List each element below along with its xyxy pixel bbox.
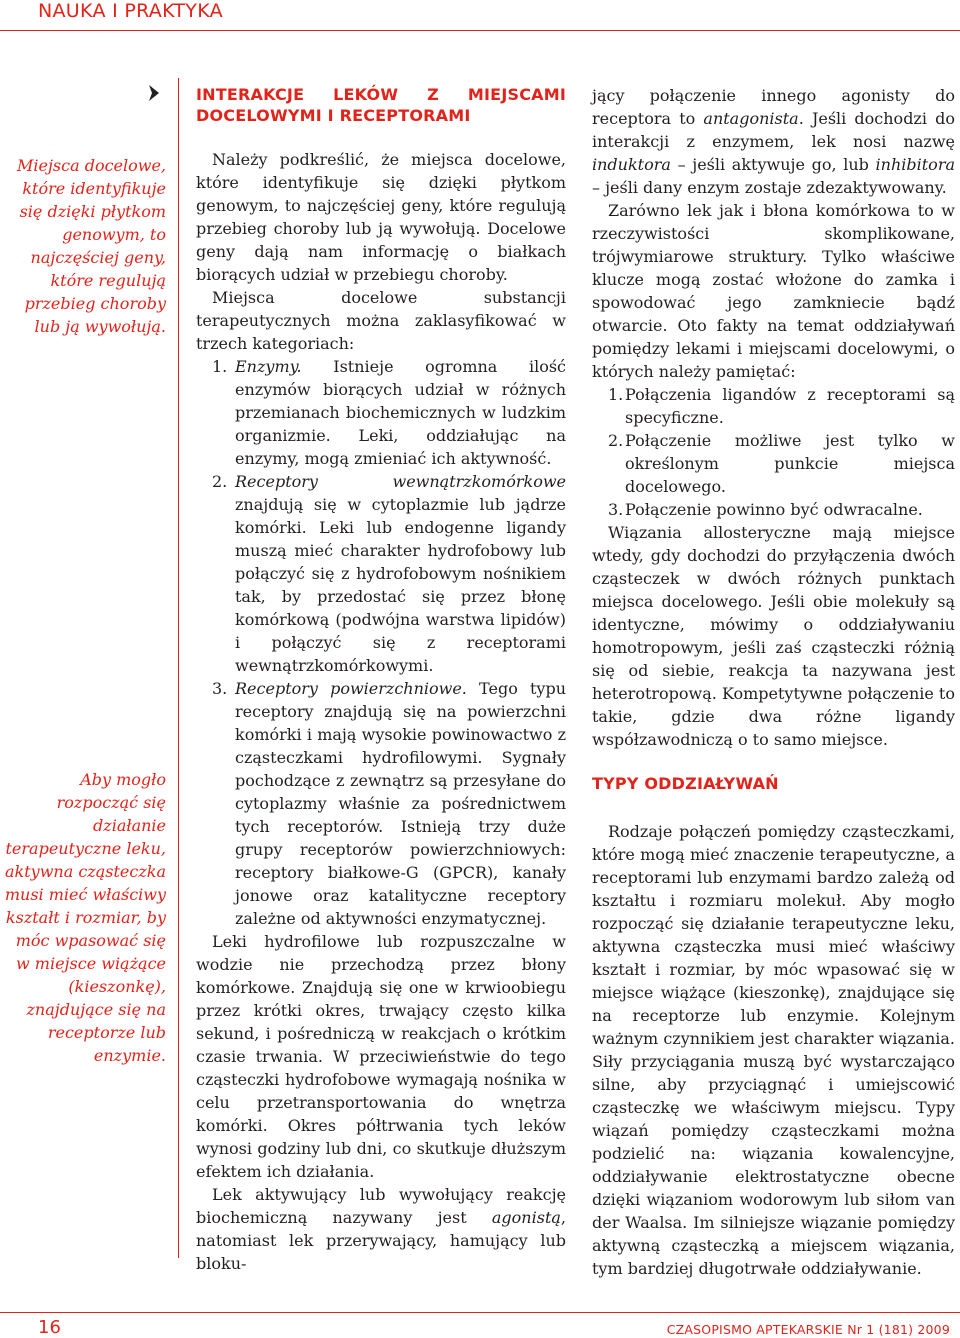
paragraph: Rodzaje połączeń pomiędzy cząsteczkami, które mogą mieć znaczenie terapeutyczne, a receptorami lub enzymami bardzo zależą od kształtu i rozmiaru molekuł. Aby mogło rozpocząć się działanie terapeutyczne leku, aktywna cząsteczka musi mieć właściwy kształt i rozmiar, by móc wpasować się w miejsce wiążące (kieszonkę), znajdujące się na receptorze lub enzymie. Kolejnym ważnym czynnikiem jest charakter wiązania. Siły przyciągania muszą być wystarczająco silne, aby przyciągnąć i umiejscowić cząsteczkę we właściwym miejscu. Typy wiązań pomiędzy cząsteczkami można podzielić na: wiązania kowalencyjne, oddziaływanie elektrostatyczne obecne dzięki wiązaniom wodorowym lub siłom van der Waalsa. Im silniejsze wiązanie pomiędzy aktywną cząsteczką a miejscem wiązania, tym bardziej długotrwałe oddziaływanie. <box>592 822 955 1278</box>
paragraph: Miejsca docelowe substancji terapeutycznych można zaklasyfikować w trzech kategoriach: <box>196 288 566 353</box>
header-divider <box>0 30 960 31</box>
section-heading: INTERAKCJE LEKÓW Z MIEJSCAMI DOCELOWYMI I RECEPTORAMI <box>196 85 566 125</box>
footer-divider <box>0 1312 960 1313</box>
list-item <box>196 355 566 470</box>
list-item <box>196 470 566 677</box>
facts-list <box>592 383 955 521</box>
list-term: Receptory powierzchniowe. <box>235 679 467 698</box>
list-item <box>592 429 955 498</box>
list-text: znajdują się w cytoplazmie lub jądrze komórki. Leki lub endogenne ligandy muszą mieć charakter hydrofobowy lub połączyć się z hydrofobowym nośnikiem tak, by przedostać się przez błonę komórkową (podwójna warstwa lipidów) i połączyć się z receptorami wewnątrzkomórkowymi. <box>235 495 566 675</box>
paragraph: Wiązania allosteryczne mają miejsce wtedy, gdy dochodzi do przyłączenia dwóch cząsteczek w dwóch różnych punktach miejsca docelowego. Jeśli obie molekuły są identyczne, mówimy o oddziaływaniu homotropowym, jeśli zaś cząsteczki różnią się od siebie, reakcja ta nazywana jest heterotropową. Kompetytywne połączenie to takie, gdzie dwa różne ligandy współzawodniczą o to samo miejsce. <box>592 523 955 749</box>
list-number: 1. <box>212 357 228 376</box>
paragraph: Należy podkreślić, że miejsca docelowe, które identyfikuje się dzięki płytkom genowym, to najczęściej geny, które regulują przebieg choroby lub ją wywołują. Docelowe geny dają nam informację o białkach biorących udział w przebiegu choroby. <box>196 150 566 284</box>
list-number: 2. <box>608 431 624 450</box>
list-number: 1. <box>608 385 624 404</box>
list-item <box>592 383 955 429</box>
paragraph: jący połączenie innego agonisty do receptora to antagonista. Jeśli dochodzi do interakcji z enzymem, lek nosi nazwę induktora – jeśli aktywuje go, lub inhibitora – jeśli dany enzym zostaje zdezaktywowany. <box>592 86 955 197</box>
paragraph: Zarówno lek jak i błona komórkowa to w rzeczywistości skomplikowane, trójwymiarowe struktury. Tylko właściwe klucze mogą zostać włożone do zamka i spowodować jego zamkniecie bądź otwarcie. Oto fakty na temat oddziaływań pomiędzy lekami i miejscami docelowymi, o których należy pamiętać: <box>592 201 955 381</box>
list-number: 3. <box>608 500 624 519</box>
list-term: Enzymy. <box>235 357 302 376</box>
target-categories-list <box>196 355 566 930</box>
section-title: NAUKA I PRAKTYKA <box>38 0 223 22</box>
article-column-1 <box>196 84 566 1275</box>
list-item <box>196 677 566 930</box>
list-number: 3. <box>212 679 228 698</box>
journal-title: CZASOPISMO APTEKARSKIE Nr 1 (181) 2009 <box>666 1322 950 1337</box>
article-column-2 <box>592 84 955 1280</box>
column-divider <box>178 78 179 1258</box>
page-number: 16 <box>38 1317 61 1338</box>
pullquote-2: Aby mogło rozpocząć się działanie terapeutyczne leku, aktywna cząsteczka musi mieć właściwy kształt i rozmiar, by móc wpasować się w miejsce wiążące (kieszonkę), znajdujące się na receptorze lub enzymie. <box>4 770 166 1065</box>
list-text: Istnieje ogromna ilość enzymów biorących udział w różnych przemianach biochemicznych w ludzkim organizmie. Leki, oddziałując na enzymy, mogą zmieniać ich aktywność. <box>235 357 566 468</box>
paragraph: Lek aktywujący lub wywołujący reakcję biochemiczną nazywany jest agonistą, natomiast lek przerywający, hamujący lub bloku- <box>196 1185 566 1273</box>
list-text: Tego typu receptory znajdują się na powierzchni komórki i mają wysokie powinowactwo z cząsteczkami hydrofilowymi. Sygnały pochodzące z zewnątrz są przesyłane do cytoplazmy właśnie za pośrednictwem tych receptorów. Istnieją trzy duże grupy receptorów powierzchniowych: receptory białkowe-G (GPCR), kanały jonowe oraz katalityczne receptory zależne od aktywności enzymatycznej. <box>235 679 567 928</box>
list-text: Połączenie możliwe jest tylko w określonym punkcie miejsca docelowego. <box>625 431 955 496</box>
list-term: Receptory wewnątrzkomórkowe <box>235 472 566 491</box>
pullquote-1: Miejsca docelowe, które identyfikuje się dzięki płytkom genowym, to najczęściej geny, które regulują przebieg choroby lub ją wywołują. <box>16 156 166 336</box>
list-number: 2. <box>212 472 228 491</box>
list-text: Połączenie powinno być odwracalne. <box>625 500 923 519</box>
list-text: Połączenia ligandów z receptorami są specyficzne. <box>625 385 955 427</box>
chevron-right-icon <box>147 84 161 102</box>
list-item <box>592 498 955 521</box>
paragraph: Leki hydrofilowe lub rozpuszczalne w wodzie nie przechodzą przez błony komórkowe. Znajdują się one w krwioobiegu przez krótki okres, trwający często kilka sekund, i pośredniczą w reakcjach o krótkim czasie trwania. W przeciwieństwie do tego cząsteczki hydrofobowe wymagają nośnika w celu przetransportowania do wnętrza komórki. Okres półtrwania tych leków wynosi godziny lub dni, co skutkuje dłuższym efektem ich działania. <box>196 932 566 1181</box>
section-heading: TYPY ODDZIAŁYWAŃ <box>592 774 779 793</box>
